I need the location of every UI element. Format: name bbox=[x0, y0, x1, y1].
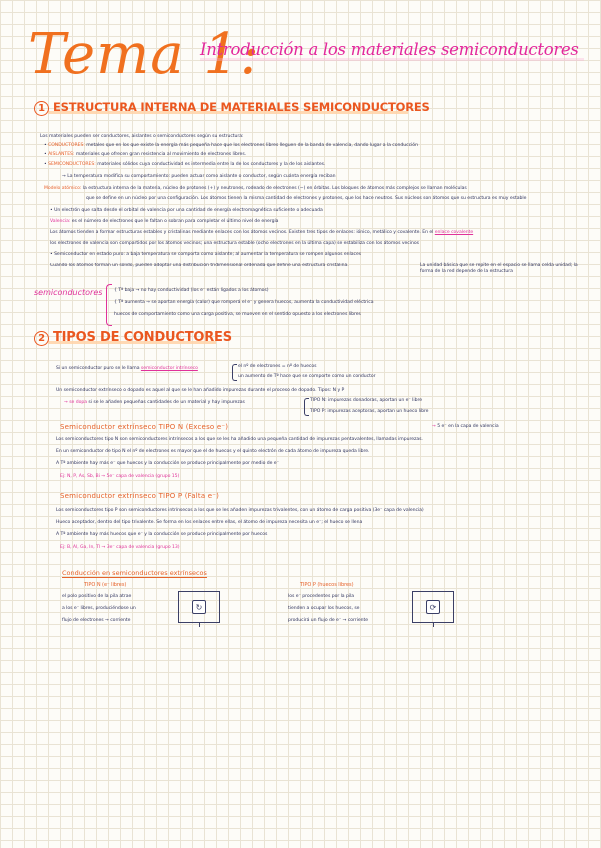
intrinseco-equal: el nº de electrones = nº de huecos bbox=[238, 364, 317, 369]
tipo-n-box-line2: a los e⁻ libres, produciéndose un bbox=[62, 606, 136, 611]
tipo-n-line3: A Tª ambiente hay más e⁻ que huecos y la conducción se produce principalmente por medio de e⁻ bbox=[56, 461, 279, 466]
tipo-n-box-line1: el polo positivo de la pila atrae bbox=[62, 594, 132, 599]
section2-heading-text: TIPOS DE CONDUCTORES bbox=[53, 330, 232, 345]
page-subtitle: Introducción a los materiales semiconductores bbox=[200, 40, 579, 59]
tipo-p-box-title: TIPO P (huecos libres) bbox=[300, 582, 354, 588]
circuit-lead bbox=[433, 622, 434, 627]
tipo-n-example: Ej: N, P, As, Sb, Bi → 5e⁻ capa de valencia (grupo 15) bbox=[60, 474, 180, 479]
tipo-p-example: Ej: B, Al, Ga, In, Tl → 3e⁻ capa de valencia (grupo 13) bbox=[60, 545, 180, 550]
dopado-line: → se dopa si se le añaden pequeñas cantidades de un material y hay impurezas bbox=[64, 400, 245, 405]
valence-def: Valencia: es el número de electrones que le faltan o sobran para completar el último nivel de energía bbox=[50, 219, 279, 224]
tipo-p-summary: TIPO P: impurezas aceptoras, aportan un hueco libre bbox=[310, 409, 429, 414]
section2-heading bbox=[34, 330, 232, 346]
low-temp-line: { Tª baja → no hay conductividad (los e⁻ están ligados a los átomos) bbox=[114, 288, 269, 293]
extrinseco-line: Un semiconductor extrínseco o dopado es aquel al que se le han añadido impurezas durante el proceso de dopado. Tipos: N y P bbox=[56, 388, 345, 393]
crystal-line: Cuando los átomos forman un sólido, pueden adoptar una distribución tridimensional ordenada que define una estructura cristalina. bbox=[50, 263, 349, 268]
electron-jump: • Un electrón que salta desde el orbital de valencia por una cantidad de energía electromagnética suficiente o adecuada bbox=[50, 208, 323, 213]
atomic-model-cont: que se define en un núcleo por una configuración. Los átomos tienen la misma cantidad de electrones y protones, que los hace neutros. Sus núcleos son átomos que su estructura es muy estable bbox=[86, 196, 527, 201]
section1-heading bbox=[34, 100, 430, 116]
temp-increase-line: { Tª aumenta → se aportan energía (calor) que romperá el e⁻ y genera huecos, aumenta la conductividad eléctrica bbox=[114, 300, 374, 305]
tipo-n-valence-note: → 5 e⁻ en la capa de valencia bbox=[432, 424, 499, 429]
tipo-n-summary: TIPO N: impurezas donadoras, aportan un e⁻ libre bbox=[310, 398, 423, 403]
tipo-p-box-line1: los e⁻ procedentes por la pila bbox=[288, 594, 355, 599]
tipo-n-line1: Los semiconductores tipo N son semiconductores intrínsecos a los que se les ha añadido una pequeña cantidad de impurezas pentavalentes, llamadas impurezas. bbox=[56, 437, 423, 442]
rotate-clockwise-icon: ⟳ bbox=[426, 600, 440, 614]
bonds-line: Los átomos tienden a formar estructuras estables y cristalinas mediante enlaces con los átomos vecinos. Existen tres tipos de enlaces: iónico, metálico y covalente. En el enlace covalente bbox=[50, 230, 474, 235]
semiconductores-label: semiconductores bbox=[34, 288, 103, 297]
conduccion-heading: Conducción en semiconductores extrínsecos bbox=[62, 569, 207, 577]
tipos-brace bbox=[304, 398, 309, 416]
tipo-n-heading: Semiconductor extrínseco TIPO N (Exceso e⁻) bbox=[60, 423, 229, 431]
tipo-p-box-line2: tienden a ocupar los huecos, se bbox=[288, 606, 360, 611]
tipo-p-box-line3: producirá un flujo de e⁻ → corriente bbox=[288, 618, 369, 623]
tipo-p-line2: Hueco aceptador, dentro del tipo trivalente. Se forma en los enlaces entre ellas, el átomo de impureza necesita un e⁻; el hueco se llena bbox=[56, 520, 363, 525]
intrinseco-line: Si un semiconductor puro se le llama semiconductor intrínseco bbox=[56, 366, 198, 371]
tipo-n-circuit-diagram bbox=[178, 591, 220, 623]
atomic-model: Modelo atómico: la estructura interna de la materia, núcleo de protones (+) y neutrones, rodeado de electrones (−) en órbitas. Los bloques de átomos más complejos se llaman moléculas bbox=[44, 186, 467, 191]
crystal-note: La unidad básica que se repite en el espacio se llama celda unidad; la forma de la red depende de la estructura bbox=[420, 263, 578, 274]
bullet-semiconductores: • SEMICONDUCTORES: materiales sólidos cuya conductividad es intermedia entre la de los conductores y la de los aislantes. bbox=[44, 162, 326, 167]
section1-number: 1 bbox=[34, 101, 49, 116]
section2-number: 2 bbox=[34, 331, 49, 346]
tipo-n-box-line3: flujo de electrones → corriente bbox=[62, 618, 131, 623]
tipo-n-box-title: TIPO N (e⁻ libres) bbox=[84, 582, 127, 588]
tipo-p-circuit-diagram bbox=[412, 591, 454, 623]
intrinseco-brace bbox=[232, 364, 237, 381]
tipo-n-line2: En un semiconductor de tipo N el nº de electrones es mayor que el de huecos y el quinto electrón de cada átomo de impureza queda libre. bbox=[56, 449, 370, 454]
holes-line: huecos de comportamiento como una carga positiva, se mueven en el sentido opuesto a los electrones libres bbox=[114, 312, 361, 317]
rotate-icon: ↻ bbox=[192, 600, 206, 614]
circuit-lead bbox=[199, 622, 200, 627]
temperature-note: → La temperatura modifica su comportamiento: pueden actuar como aislante o conductor, según cuánta energía reciban bbox=[62, 174, 336, 179]
semiconductores-brace bbox=[106, 284, 112, 326]
section1-heading-text: ESTRUCTURA INTERNA DE MATERIALES SEMICONDUCTORES bbox=[53, 100, 430, 114]
covalent-line: los electrones de valencia son compartidos por los átomos vecinos; una estructura estable (ocho electrones en la última capa) se estabiliza con los átomos vecinos bbox=[50, 241, 419, 246]
tipo-p-line1: Los semiconductores tipo P son semiconductores intrínsecos a los que se les añaden impurezas trivalentes, con un átomo de carga positiva (3e⁻ capa de valencia) bbox=[56, 508, 424, 513]
tipo-p-line3: A Tª ambiente hay más huecos que e⁻ y la conducción se produce principalmente por huecos bbox=[56, 532, 268, 537]
page-title: Tema 1: bbox=[28, 22, 260, 87]
intrinseco-temp: un aumento de Tª hace que se comporte como un conductor bbox=[238, 374, 376, 379]
bullet-conductores: • CONDUCTORES: metales que en los que existe la energía más pequeña hace que los electrones libres lleguen de la banda de valencia, dando lugar a la conducción bbox=[44, 143, 418, 148]
section1-intro: Los materiales pueden ser conductores, aislantes o semiconductores según su estructura: bbox=[40, 134, 244, 139]
pure-state-line: • Semiconductor en estado puro: a baja temperatura se comporta como aislante; al aumentar la temperatura se rompen algunos enlaces bbox=[50, 252, 362, 257]
tipo-p-heading: Semiconductor extrínseco TIPO P (Falta e⁻) bbox=[60, 492, 220, 500]
bullet-aislantes: • AISLANTES: materiales que ofrecen gran resistencia al movimiento de electrones libres. bbox=[44, 152, 247, 157]
